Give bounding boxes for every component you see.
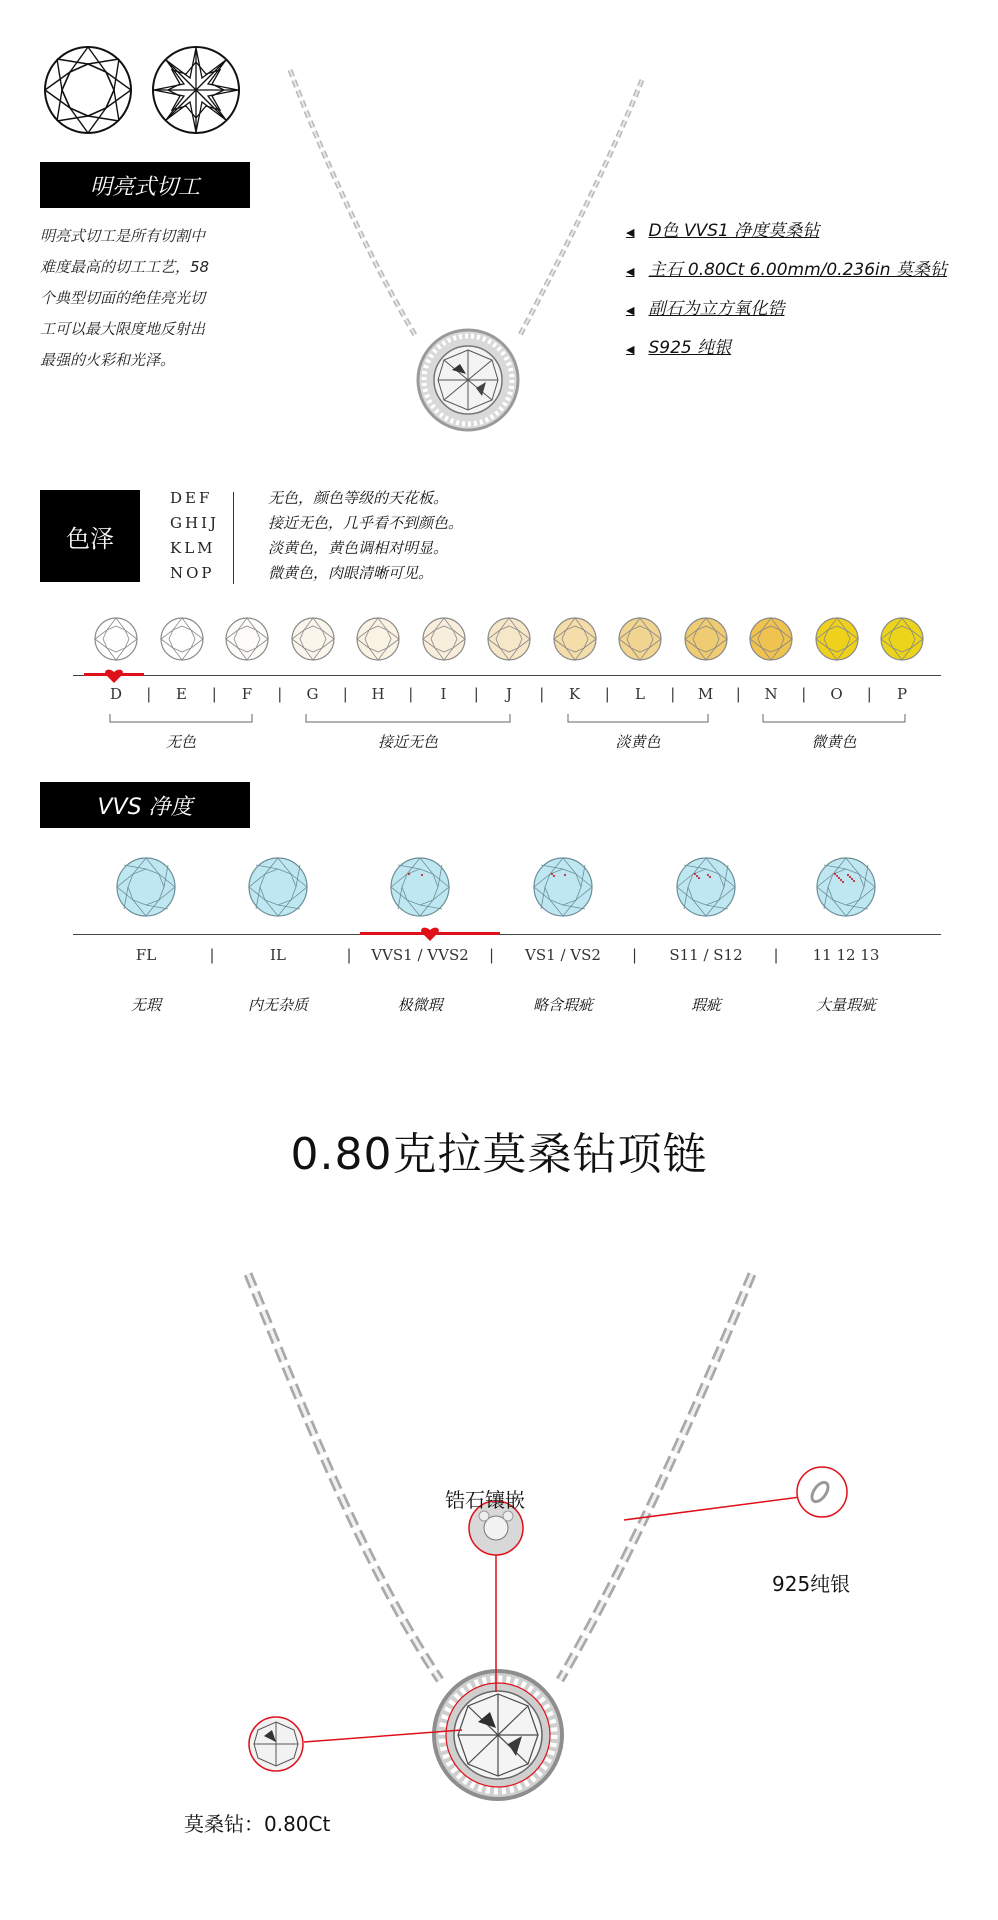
- color-swatch-d: [93, 616, 139, 662]
- grade-code: GHIJ: [170, 514, 220, 532]
- color-letter-d: D: [109, 685, 123, 703]
- clarity-label: 极微瑕: [397, 996, 443, 1014]
- cut-line: 难度最高的切工工艺，58: [40, 258, 210, 276]
- clarity-stone: [247, 856, 309, 918]
- callout-setting: 锆石镶嵌: [445, 1488, 525, 1512]
- clarity-stone: [815, 856, 877, 918]
- separator: |: [488, 946, 495, 964]
- color-grade-descriptions: [268, 486, 463, 586]
- color-swatch-l: [617, 616, 663, 662]
- color-swatch-i: [421, 616, 467, 662]
- cut-line: 个典型切面的绝佳亮光切: [40, 289, 206, 307]
- clarity-stone: [675, 856, 737, 918]
- clarity-code: FL: [135, 946, 157, 964]
- separator: |: [539, 685, 545, 703]
- color-letter-e: E: [176, 685, 187, 703]
- clarity-code: VVS1 / VVS2: [371, 946, 469, 964]
- separator: |: [346, 946, 352, 964]
- arrow-left-icon: ◀: [626, 265, 635, 278]
- color-scale-line: [73, 675, 941, 676]
- separator: |: [604, 685, 610, 703]
- grade-description: 无色，颜色等级的天花板。: [268, 489, 449, 507]
- product-title: 0.80克拉莫桑钻项链: [290, 1129, 708, 1180]
- spec-item: ◀ S925 纯银: [626, 338, 732, 358]
- color-title: 色泽: [40, 490, 140, 582]
- clarity-stone: [532, 856, 594, 918]
- clarity-title: VVS 净度: [40, 782, 250, 828]
- cut-line: 最强的火彩和光泽。: [40, 351, 176, 369]
- cut-line: 明亮式切工是所有切割中: [40, 227, 206, 245]
- diamond-star-icon: [150, 44, 242, 136]
- clarity-label: 内无杂质: [247, 996, 308, 1014]
- clarity-stone: [389, 856, 451, 918]
- cut-description: [40, 221, 255, 376]
- separator: |: [209, 946, 215, 964]
- clarity-label: 大量瑕疵: [815, 996, 876, 1014]
- color-letter-o: O: [830, 685, 843, 703]
- separator: |: [211, 685, 217, 703]
- color-letter-g: G: [306, 685, 319, 703]
- color-letter-row: [0, 685, 998, 709]
- separator: |: [473, 685, 479, 703]
- color-letter-l: L: [635, 685, 645, 703]
- clarity-label: 瑕疵: [690, 996, 721, 1014]
- color-letter-f: F: [241, 685, 253, 703]
- clarity-label: 无瑕: [130, 996, 161, 1014]
- grade-code: DEF: [170, 489, 213, 507]
- color-swatch-h: [355, 616, 401, 662]
- separator: |: [631, 946, 638, 964]
- separator: |: [735, 685, 741, 703]
- group-label: 淡黄色: [615, 733, 661, 751]
- heart-marker-icon: [420, 926, 440, 942]
- separator: |: [670, 685, 676, 703]
- group-brackets: [0, 712, 998, 732]
- separator: |: [277, 685, 283, 703]
- clarity-code: VS1 / VS2: [525, 946, 601, 964]
- color-swatch-j: [486, 616, 532, 662]
- color-letter-j: J: [505, 685, 512, 703]
- clarity-stone: [115, 856, 177, 918]
- spec-list: [626, 216, 947, 372]
- color-swatch-row: [0, 614, 998, 664]
- clarity-stone-row: [0, 856, 998, 926]
- cut-title: 明亮式切工: [40, 162, 250, 208]
- callout-silver: 925纯银: [772, 1572, 851, 1596]
- grade-description: 淡黄色，黄色调相对明显。: [268, 539, 449, 557]
- arrow-left-icon: ◀: [626, 226, 635, 239]
- spec-item: ◀ 副石为立方氧化锆: [626, 299, 785, 319]
- group-label: 无色: [165, 733, 196, 751]
- callout-stone: 莫桑钻：0.80Ct: [184, 1812, 331, 1836]
- heart-marker-icon: [104, 668, 124, 684]
- grade-description: 微黄色，肉眼清晰可见。: [268, 564, 434, 582]
- color-swatch-o: [814, 616, 860, 662]
- clarity-scale-line: [73, 934, 941, 935]
- grade-description: 接近无色，几乎看不到颜色。: [268, 514, 464, 532]
- separator: |: [801, 685, 807, 703]
- separator: |: [342, 685, 348, 703]
- clarity-label: 略含瑕疵: [532, 996, 593, 1014]
- color-letter-k: K: [568, 685, 581, 703]
- color-letter-i: I: [440, 685, 447, 703]
- separator: |: [866, 685, 872, 703]
- color-letter-h: H: [371, 685, 385, 703]
- clarity-code: 11 12 13: [812, 946, 880, 964]
- color-swatch-p: [879, 616, 925, 662]
- cut-line: 工可以最大限度地反射出: [40, 320, 206, 338]
- arrow-left-icon: ◀: [626, 304, 635, 317]
- color-swatch-f: [224, 616, 270, 662]
- color-swatch-m: [683, 616, 729, 662]
- divider: [233, 492, 234, 584]
- clarity-code-row: [0, 946, 998, 970]
- color-letter-m: M: [697, 685, 714, 703]
- spec-item: ◀ D色 VVS1 净度莫桑钻: [626, 221, 820, 241]
- color-letter-n: N: [764, 685, 778, 703]
- color-letter-p: P: [896, 685, 908, 703]
- clarity-label-row: [0, 994, 998, 1018]
- color-grade-codes: [170, 486, 230, 586]
- group-label: 微黄色: [811, 733, 857, 751]
- necklace-photo-large: [0, 1260, 998, 1820]
- necklace-photo-small: [280, 60, 660, 440]
- grade-code: KLM: [170, 539, 216, 557]
- spec-item: ◀ 主石 0.80Ct 6.00mm/0.236in 莫桑钻: [626, 260, 947, 280]
- separator: |: [773, 946, 779, 964]
- arrow-left-icon: ◀: [626, 343, 635, 356]
- clarity-code: IL: [270, 946, 286, 964]
- group-label: 接近无色: [377, 733, 438, 751]
- clarity-code: S11 / S12: [669, 946, 743, 964]
- grade-code: NOP: [170, 564, 215, 582]
- separator: |: [146, 685, 152, 703]
- diamond-side-icon: [42, 44, 134, 136]
- color-swatch-g: [290, 616, 336, 662]
- color-swatch-n: [748, 616, 794, 662]
- color-swatch-k: [552, 616, 598, 662]
- color-swatch-e: [159, 616, 205, 662]
- separator: |: [408, 685, 414, 703]
